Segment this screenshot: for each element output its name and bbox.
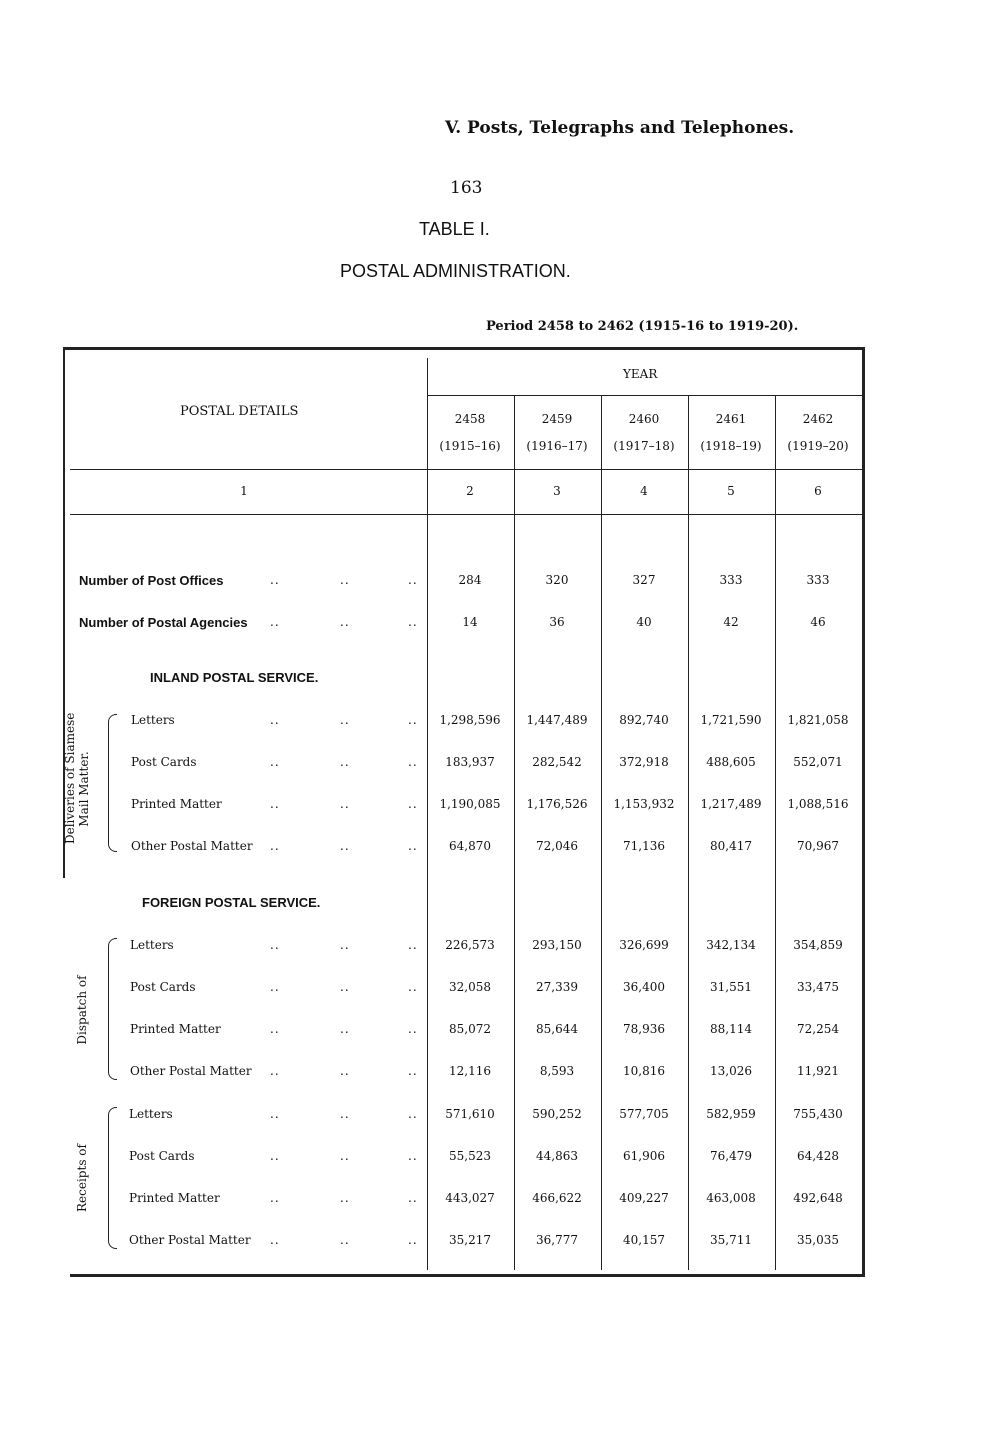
leader-dots: .. xyxy=(340,980,350,994)
row-label: Number of Postal Agencies xyxy=(79,615,248,630)
row-label: Letters xyxy=(131,713,175,727)
leader-dots: .. xyxy=(270,1191,280,1205)
table-cell: 80,417 xyxy=(710,839,752,853)
table-cell: 1,447,489 xyxy=(526,713,588,727)
section-title: V. Posts, Telegraphs and Telephones. xyxy=(445,118,795,138)
year-number: 2460 xyxy=(628,412,660,426)
leader-dots: .. xyxy=(340,713,350,727)
leader-dots: .. xyxy=(408,1107,418,1121)
table-cell: 36,400 xyxy=(623,980,665,994)
row-label: Post Cards xyxy=(129,1149,195,1163)
table-cell: 1,088,516 xyxy=(787,797,849,811)
table-cell: 42 xyxy=(723,615,739,629)
leader-dots: .. xyxy=(270,755,280,769)
year-span: (1919–20) xyxy=(787,439,849,453)
table-cell: 32,058 xyxy=(449,980,491,994)
table-cell: 35,217 xyxy=(449,1233,491,1247)
leader-dots: .. xyxy=(340,1064,350,1078)
leader-dots: .. xyxy=(270,1022,280,1036)
inland-group-label-line2: Mail Matter. xyxy=(77,751,91,827)
leader-dots: .. xyxy=(270,1149,280,1163)
year-number: 2461 xyxy=(715,412,747,426)
column-number: 6 xyxy=(814,484,822,498)
leader-dots: .. xyxy=(408,573,418,587)
table-cell: 27,339 xyxy=(536,980,578,994)
leader-dots: .. xyxy=(340,839,350,853)
table-cell: 409,227 xyxy=(619,1191,669,1205)
table-cell: 12,116 xyxy=(449,1064,491,1078)
table-right-rule xyxy=(862,347,865,1277)
table-cell: 85,644 xyxy=(536,1022,578,1036)
inland-group-label-line1: Deliveries of Siamese xyxy=(63,712,77,844)
row-label: Printed Matter xyxy=(130,1022,221,1036)
table-bottom-rule xyxy=(70,1274,864,1277)
table-cell: 14 xyxy=(462,615,478,629)
table-subtitle: POSTAL ADMINISTRATION. xyxy=(340,261,571,281)
dispatch-brace xyxy=(108,938,117,1080)
leader-dots: .. xyxy=(270,839,280,853)
column-number: 4 xyxy=(640,484,648,498)
row-label: Number of Post Offices xyxy=(79,573,224,588)
leader-dots: .. xyxy=(408,797,418,811)
leader-dots: .. xyxy=(340,1022,350,1036)
table-cell: 64,428 xyxy=(797,1149,839,1163)
inland-brace xyxy=(108,714,117,852)
leader-dots: .. xyxy=(340,755,350,769)
leader-dots: .. xyxy=(270,1107,280,1121)
row-label: Letters xyxy=(130,938,174,952)
column-number: 5 xyxy=(727,484,735,498)
year-underline xyxy=(427,395,862,396)
year-number: 2458 xyxy=(454,412,486,426)
table-cell: 327 xyxy=(632,573,656,587)
table-cell: 320 xyxy=(545,573,569,587)
leader-dots: .. xyxy=(340,938,350,952)
colnum-bottom-rule xyxy=(70,514,862,515)
table-cell: 46 xyxy=(810,615,826,629)
table-cell: 488,605 xyxy=(706,755,756,769)
table-cell: 577,705 xyxy=(619,1107,669,1121)
table-cell: 88,114 xyxy=(710,1022,752,1036)
leader-dots: .. xyxy=(340,1149,350,1163)
year-number: 2462 xyxy=(802,412,834,426)
table-cell: 64,870 xyxy=(449,839,491,853)
leader-dots: .. xyxy=(340,573,350,587)
row-label: Other Postal Matter xyxy=(130,1064,252,1078)
row-label: Printed Matter xyxy=(129,1191,220,1205)
table-cell: 40 xyxy=(636,615,652,629)
year-header: YEAR xyxy=(623,367,658,381)
year-span: (1916–17) xyxy=(526,439,588,453)
leader-dots: .. xyxy=(270,573,280,587)
table-cell: 70,967 xyxy=(797,839,839,853)
leader-dots: .. xyxy=(408,713,418,727)
table-cell: 354,859 xyxy=(793,938,843,952)
table-cell: 13,026 xyxy=(710,1064,752,1078)
table-cell: 892,740 xyxy=(619,713,669,727)
leader-dots: .. xyxy=(408,1191,418,1205)
table-cell: 10,816 xyxy=(623,1064,665,1078)
table-cell: 183,937 xyxy=(445,755,495,769)
table-cell: 61,906 xyxy=(623,1149,665,1163)
table-cell: 1,721,590 xyxy=(700,713,762,727)
year-span: (1915–16) xyxy=(439,439,501,453)
table-cell: 284 xyxy=(458,573,482,587)
column-number: 3 xyxy=(553,484,561,498)
table-cell: 72,046 xyxy=(536,839,578,853)
table-cell: 333 xyxy=(806,573,830,587)
leader-dots: .. xyxy=(408,1233,418,1247)
foreign-heading: FOREIGN POSTAL SERVICE. xyxy=(142,895,321,910)
period-caption: Period 2458 to 2462 (1915-16 to 1919-20). xyxy=(486,319,799,334)
leader-dots: .. xyxy=(408,839,418,853)
table-cell: 1,821,058 xyxy=(787,713,849,727)
leader-dots: .. xyxy=(408,615,418,629)
table-cell: 1,298,596 xyxy=(439,713,501,727)
table-cell: 1,176,526 xyxy=(526,797,588,811)
receipts-group-label: Receipts of xyxy=(75,1144,89,1212)
table-cell: 326,699 xyxy=(619,938,669,952)
column-number: 1 xyxy=(240,484,248,498)
leader-dots: .. xyxy=(270,713,280,727)
table-cell: 571,610 xyxy=(445,1107,495,1121)
table-cell: 76,479 xyxy=(710,1149,752,1163)
table-cell: 463,008 xyxy=(706,1191,756,1205)
table-cell: 1,217,489 xyxy=(700,797,762,811)
receipts-brace xyxy=(108,1107,117,1249)
leader-dots: .. xyxy=(340,1107,350,1121)
table-cell: 293,150 xyxy=(532,938,582,952)
dispatch-group-label: Dispatch of xyxy=(75,975,89,1045)
row-label: Other Postal Matter xyxy=(129,1233,251,1247)
table-cell: 36,777 xyxy=(536,1233,578,1247)
table-cell: 226,573 xyxy=(445,938,495,952)
table-cell: 590,252 xyxy=(532,1107,582,1121)
table-cell: 8,593 xyxy=(539,1064,575,1078)
postal-details-header: POSTAL DETAILS xyxy=(180,404,299,419)
year-span: (1918–19) xyxy=(700,439,762,453)
table-cell: 755,430 xyxy=(793,1107,843,1121)
table-cell: 71,136 xyxy=(623,839,665,853)
table-cell: 466,622 xyxy=(532,1191,582,1205)
table-top-rule xyxy=(63,347,864,350)
leader-dots: .. xyxy=(270,1233,280,1247)
table-title: TABLE I. xyxy=(419,219,490,239)
table-cell: 582,959 xyxy=(706,1107,756,1121)
leader-dots: .. xyxy=(270,615,280,629)
leader-dots: .. xyxy=(408,938,418,952)
leader-dots: .. xyxy=(408,755,418,769)
leader-dots: .. xyxy=(270,980,280,994)
leader-dots: .. xyxy=(408,1064,418,1078)
row-label: Printed Matter xyxy=(131,797,222,811)
table-cell: 372,918 xyxy=(619,755,669,769)
table-cell: 36 xyxy=(549,615,565,629)
leader-dots: .. xyxy=(270,1064,280,1078)
inland-group-label xyxy=(63,712,93,844)
table-cell: 78,936 xyxy=(623,1022,665,1036)
table-cell: 1,153,932 xyxy=(613,797,675,811)
row-label: Letters xyxy=(129,1107,173,1121)
table-cell: 11,921 xyxy=(797,1064,839,1078)
column-number: 2 xyxy=(466,484,474,498)
col-divider-2 xyxy=(514,395,515,1270)
leader-dots: .. xyxy=(340,1191,350,1205)
table-cell: 44,863 xyxy=(536,1149,578,1163)
inland-heading: INLAND POSTAL SERVICE. xyxy=(150,670,319,685)
leader-dots: .. xyxy=(340,797,350,811)
table-cell: 35,711 xyxy=(710,1233,752,1247)
table-cell: 33,475 xyxy=(797,980,839,994)
table-cell: 282,542 xyxy=(532,755,582,769)
label-col-divider xyxy=(427,358,428,1270)
page-number: 163 xyxy=(450,178,483,198)
leader-dots: .. xyxy=(270,938,280,952)
table-cell: 35,035 xyxy=(797,1233,839,1247)
table-cell: 40,157 xyxy=(623,1233,665,1247)
col-divider-5 xyxy=(775,395,776,1270)
table-cell: 72,254 xyxy=(797,1022,839,1036)
leader-dots: .. xyxy=(408,980,418,994)
year-span: (1917–18) xyxy=(613,439,675,453)
table-cell: 85,072 xyxy=(449,1022,491,1036)
row-label: Other Postal Matter xyxy=(131,839,253,853)
leader-dots: .. xyxy=(270,797,280,811)
table-cell: 443,027 xyxy=(445,1191,495,1205)
table-cell: 1,190,085 xyxy=(439,797,501,811)
table-cell: 492,648 xyxy=(793,1191,843,1205)
leader-dots: .. xyxy=(408,1022,418,1036)
col-divider-4 xyxy=(688,395,689,1270)
table-cell: 55,523 xyxy=(449,1149,491,1163)
header-bottom-rule xyxy=(70,469,862,470)
leader-dots: .. xyxy=(408,1149,418,1163)
table-cell: 342,134 xyxy=(706,938,756,952)
leader-dots: .. xyxy=(340,615,350,629)
row-label: Post Cards xyxy=(130,980,196,994)
col-divider-3 xyxy=(601,395,602,1270)
table-cell: 333 xyxy=(719,573,743,587)
table-cell: 552,071 xyxy=(793,755,843,769)
table-cell: 31,551 xyxy=(710,980,752,994)
leader-dots: .. xyxy=(340,1233,350,1247)
year-number: 2459 xyxy=(541,412,573,426)
row-label: Post Cards xyxy=(131,755,197,769)
